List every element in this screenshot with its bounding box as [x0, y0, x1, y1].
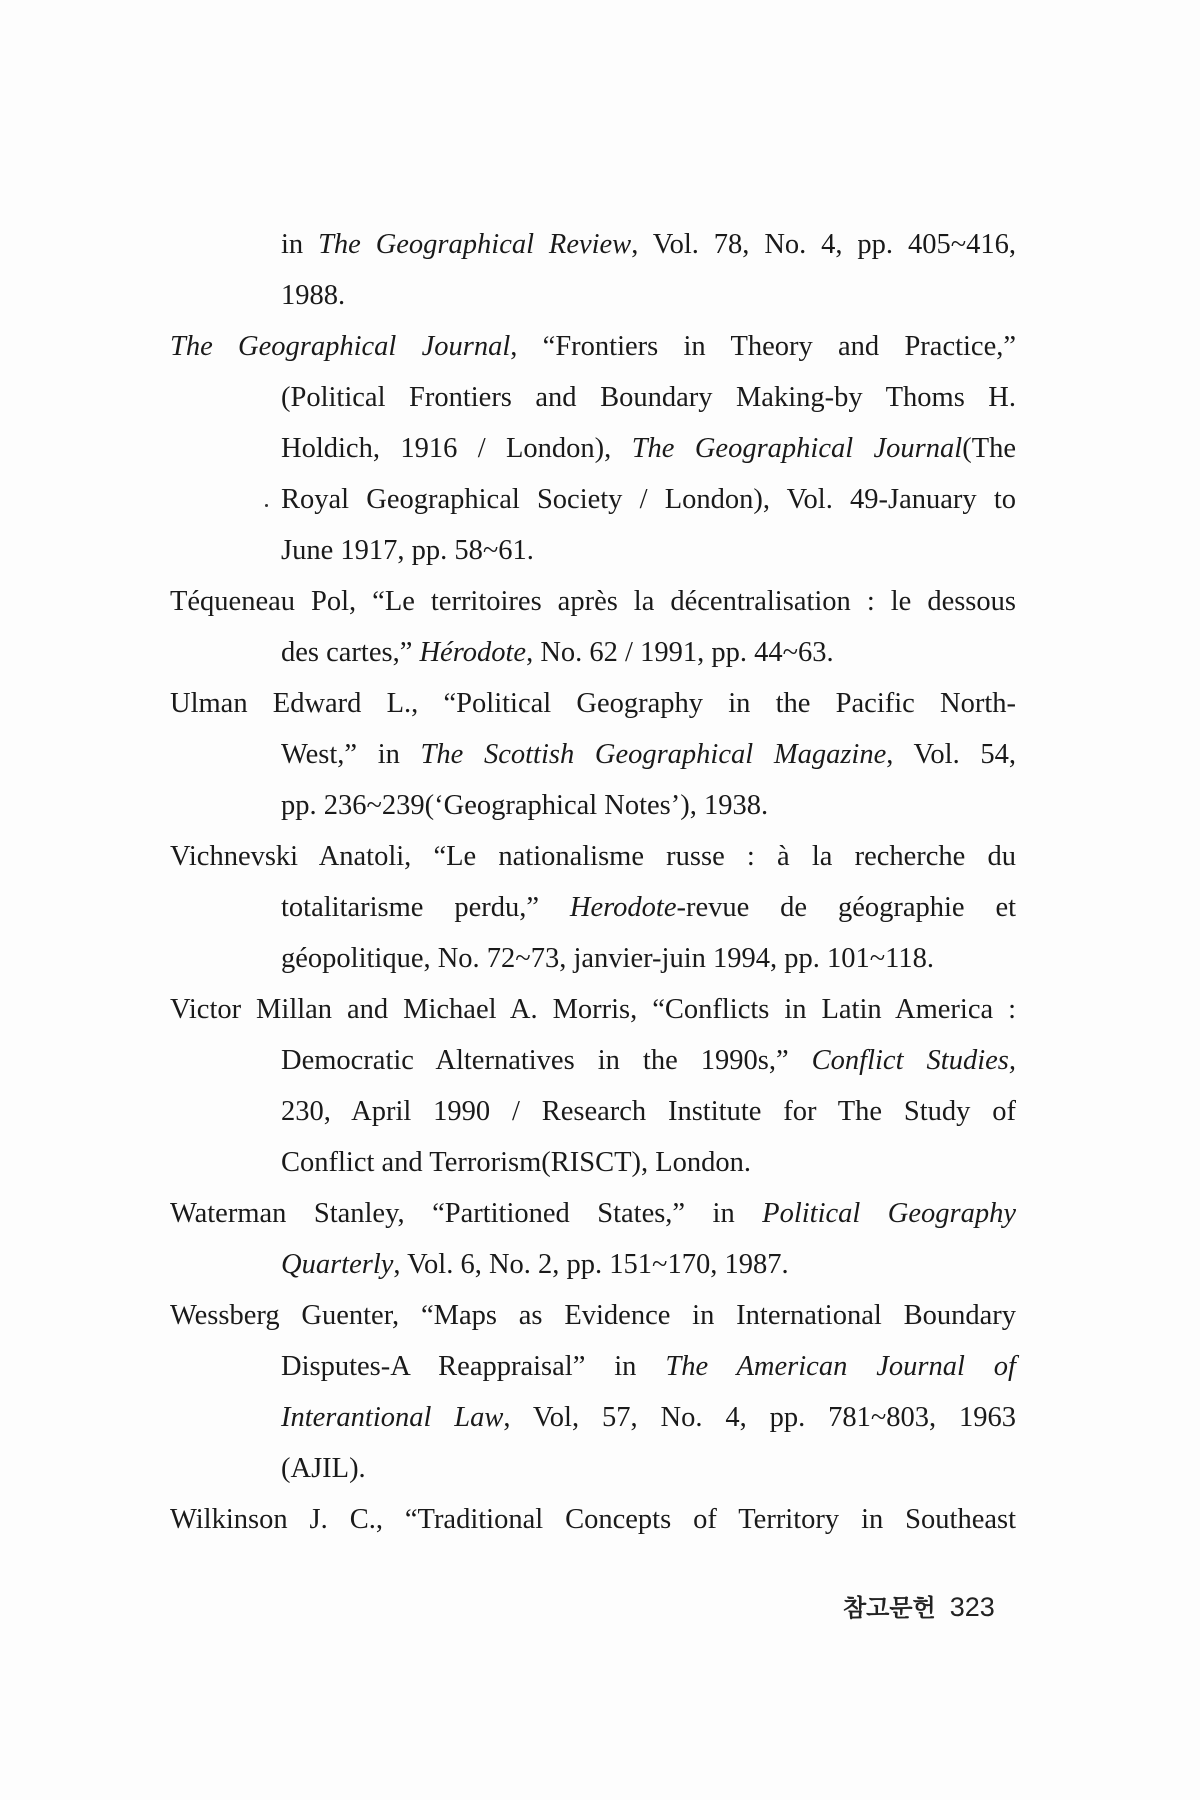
line-text — [281, 882, 1016, 933]
text-segment: Victor Millan and Michael A. Morris, “Conflicts in Latin America : — [170, 994, 1016, 1025]
line-text — [281, 219, 1016, 270]
reference-entry-continuation-line — [281, 1239, 1016, 1290]
text-segment: , Vol. 6, No. 2, pp. 151~170, 1987. — [393, 1249, 789, 1280]
text-segment: pp. 236~239(‘Geographical Notes’), 1938. — [281, 790, 769, 821]
text-segment: , Vol. 78, No. 4, pp. 405~416, — [631, 229, 1016, 260]
reference-entry-first-line — [170, 678, 1016, 729]
text-segment: Wessberg Guenter, “Maps as Evidence in International Boundary — [170, 1300, 1016, 1331]
text-segment: totalitarisme perdu,” — [281, 892, 570, 923]
reference-entry-continuation-line — [281, 627, 1016, 678]
text-segment: (The — [962, 433, 1017, 464]
reference-entry-first-line — [170, 831, 1016, 882]
line-text — [281, 729, 1016, 780]
reference-entry-continuation-line — [281, 729, 1016, 780]
line-text — [281, 1443, 1016, 1494]
text-segment: Royal Geographical Society / London), Vol. 49-January to — [281, 484, 1016, 515]
text-segment: Téqueneau Pol, “Le territoires après la décentralisation : le dessous — [170, 586, 1016, 617]
italic-title: Conflict Studies, — [811, 1045, 1016, 1076]
line-text — [281, 474, 1016, 525]
text-segment: géopolitique, No. 72~73, janvier-juin 1994, pp. 101~118. — [281, 943, 934, 974]
reference-entry-continuation-line — [281, 270, 1016, 321]
text-segment: Democratic Alternatives in the 1990s,” — [281, 1045, 812, 1076]
reference-entry-continuation-line — [281, 933, 1016, 984]
text-segment: Conflict and Terrorism(RISCT), London. — [281, 1147, 752, 1178]
text-segment: , Vol, 57, No. 4, pp. 781~803, 1963 — [503, 1402, 1017, 1433]
line-text — [170, 984, 1016, 1035]
line-text — [281, 627, 1016, 678]
reference-entry-first-line — [170, 1188, 1016, 1239]
reference-entry-continuation-line — [281, 882, 1016, 933]
line-text — [281, 780, 1016, 831]
page-number: 323 — [949, 1592, 995, 1622]
line-text — [170, 1494, 1016, 1545]
line-text — [170, 321, 1016, 372]
text-segment: West,” in — [281, 739, 421, 770]
running-footer-section: 참고문헌 — [843, 1594, 936, 1622]
reference-entry-continuation-line — [281, 1392, 1016, 1443]
reference-entry-continuation-line — [281, 1035, 1016, 1086]
line-text — [281, 525, 1016, 576]
line-text — [170, 576, 1016, 627]
reference-entry-continuation-line — [281, 780, 1016, 831]
text-segment: June 1917, pp. 58~61. — [281, 535, 534, 566]
reference-entry-first-line — [170, 576, 1016, 627]
italic-title: The Scottish Geographical Magazine — [420, 739, 887, 770]
italic-title: Political Geography — [762, 1198, 1016, 1229]
reference-entry-first-line — [170, 321, 1016, 372]
text-segment: des cartes,” — [281, 637, 420, 668]
reference-entry-first-line — [170, 1290, 1016, 1341]
italic-title: Herodote — [569, 892, 677, 923]
line-text — [281, 1035, 1016, 1086]
line-text — [281, 1137, 1016, 1188]
reference-entry-continuation-line — [281, 474, 1016, 525]
text-segment: -revue de géographie et — [676, 892, 1017, 923]
scan-speck — [265, 504, 268, 507]
line-text — [170, 831, 1016, 882]
reference-list — [0, 219, 1200, 1545]
reference-entry-continuation-line — [281, 1443, 1016, 1494]
text-segment: Waterman Stanley, “Partitioned States,” in — [170, 1198, 763, 1229]
text-segment: , Vol. 54, — [886, 739, 1016, 770]
reference-entry-first-line — [170, 984, 1016, 1035]
italic-title: Interantional Law — [281, 1402, 504, 1433]
text-segment: in — [281, 229, 319, 260]
line-text — [170, 1188, 1016, 1239]
line-text — [281, 372, 1016, 423]
line-text — [281, 1239, 1016, 1290]
reference-entry-continuation-line — [281, 1341, 1016, 1392]
italic-title: The Geographical Journal — [631, 433, 963, 464]
line-text — [170, 678, 1016, 729]
text-segment: 1988. — [281, 280, 346, 311]
text-segment: , “Frontiers in Theory and Practice,” — [510, 331, 1017, 362]
line-text — [281, 1086, 1016, 1137]
italic-title: The Geographical Review — [318, 229, 632, 260]
line-text — [281, 423, 1016, 474]
text-segment: 230, April 1990 / Research Institute for The Study of — [281, 1096, 1016, 1127]
text-segment: Disputes-A Reappraisal” in — [281, 1351, 666, 1382]
text-segment: Ulman Edward L., “Political Geography in the Pacific North- — [170, 688, 1016, 719]
text-segment: Holdich, 1916 / London), — [281, 433, 632, 464]
reference-entry-continuation-line — [281, 423, 1016, 474]
text-segment: (AJIL). — [281, 1453, 366, 1484]
line-text — [170, 1290, 1016, 1341]
italic-title: The Geographical Journal — [170, 331, 511, 362]
reference-entry-continuation-line — [281, 525, 1016, 576]
reference-entry-continuation-line — [281, 1137, 1016, 1188]
reference-entry-continuation-line — [281, 219, 1016, 270]
reference-entry-first-line — [170, 1494, 1016, 1545]
text-segment: (Political Frontiers and Boundary Making-by Thoms H. — [281, 382, 1016, 413]
text-segment: Vichnevski Anatoli, “Le nationalisme russe : à la recherche du — [170, 841, 1016, 872]
line-text — [281, 1392, 1016, 1443]
italic-title: Quarterly — [281, 1249, 394, 1280]
page-footer — [843, 1588, 995, 1623]
line-text — [281, 1341, 1016, 1392]
line-text — [281, 270, 1016, 321]
italic-title: Hérodote — [419, 637, 527, 668]
text-segment: Wilkinson J. C., “Traditional Concepts of Territory in Southeast — [170, 1504, 1016, 1535]
text-segment: , No. 62 / 1991, pp. 44~63. — [526, 637, 834, 668]
reference-entry-continuation-line — [281, 1086, 1016, 1137]
reference-entry-continuation-line — [281, 372, 1016, 423]
italic-title: The American Journal of — [665, 1351, 1016, 1382]
line-text — [281, 933, 1016, 984]
